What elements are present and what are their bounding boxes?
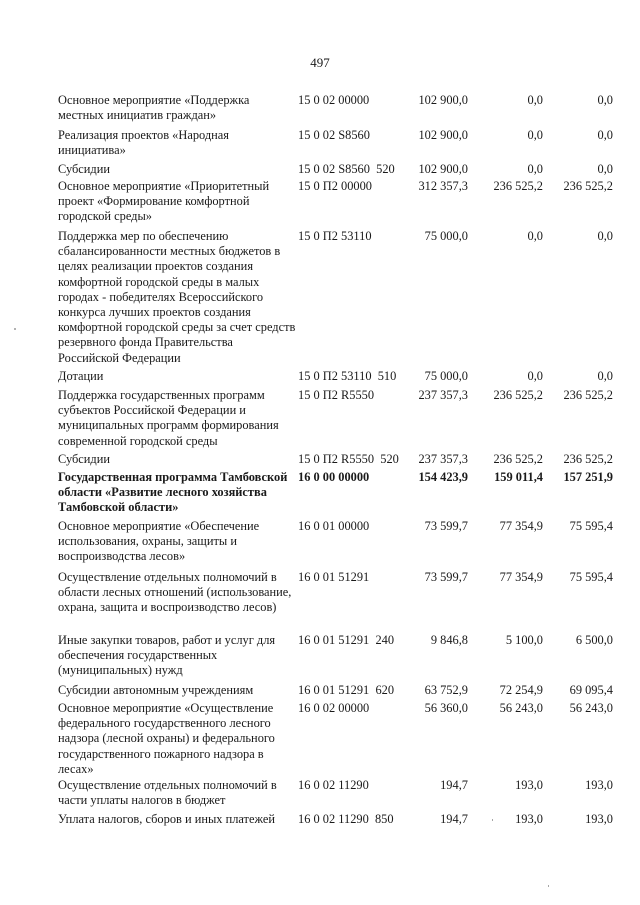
- row-value-3: 236 525,2: [563, 179, 613, 193]
- row-value-3: 56 243,0: [569, 701, 613, 715]
- row-value-3: 236 525,2: [563, 388, 613, 402]
- scan-speck: [14, 328, 16, 330]
- page-number: 497: [310, 55, 330, 70]
- row-value-1: 102 900,0: [418, 128, 468, 142]
- row-value-3: 193,0: [585, 778, 613, 792]
- row-value-3: 0,0: [597, 369, 613, 383]
- row-value-3: 193,0: [585, 812, 613, 826]
- row-value-3: 0,0: [597, 162, 613, 176]
- row-value-1: 154 423,9: [418, 470, 468, 484]
- row-value-3: 75 595,4: [569, 519, 613, 533]
- row-name: Реализация проектов «Народная инициатива»: [58, 128, 229, 158]
- scan-speck: [492, 819, 493, 821]
- row-value-2: 77 354,9: [499, 519, 543, 533]
- row-code: 15 0 02 S8560 520: [298, 162, 395, 176]
- row-value-1: 75 000,0: [424, 369, 468, 383]
- row-value-2: 5 100,0: [505, 633, 543, 647]
- row-value-1: 237 357,3: [418, 452, 468, 466]
- row-value-2: 0,0: [527, 229, 543, 243]
- row-code: 16 0 02 11290: [298, 778, 369, 792]
- row-code: 15 0 П2 53110 510: [298, 369, 397, 383]
- row-code: 16 0 02 11290 850: [298, 812, 394, 826]
- row-code: 16 0 01 51291: [298, 570, 370, 584]
- row-code: 16 0 02 00000: [298, 701, 370, 715]
- row-value-2: 159 011,4: [494, 470, 543, 484]
- row-value-1: 237 357,3: [418, 388, 468, 402]
- row-code: 15 0 П2 00000: [298, 179, 372, 193]
- row-value-1: 73 599,7: [424, 570, 468, 584]
- row-name: Дотации: [58, 369, 104, 383]
- row-value-1: 9 846,8: [430, 633, 468, 647]
- row-value-3: 69 095,4: [569, 683, 613, 697]
- row-name: Поддержка мер по обеспечению сбалансированности местных бюджетов в целях реализации проектов создания комфортной городской среды в малых городах - победителях Всероссийского конкурса лучших проектов создания комфортной городской среды за счет средств резервного фонда Правительства Российской Федерации: [58, 229, 296, 365]
- row-value-1: 63 752,9: [424, 683, 468, 697]
- row-value-3: 0,0: [597, 128, 613, 142]
- row-value-3: 0,0: [597, 229, 613, 243]
- row-value-2: 56 243,0: [499, 701, 543, 715]
- row-value-2: 236 525,2: [493, 179, 543, 193]
- row-code: 15 0 П2 R5550: [298, 388, 375, 402]
- row-value-2: 77 354,9: [499, 570, 543, 584]
- row-value-1: 194,7: [440, 778, 468, 792]
- row-value-3: 75 595,4: [569, 570, 613, 584]
- row-name: Уплата налогов, сборов и иных платежей: [58, 812, 276, 826]
- row-value-1: 73 599,7: [424, 519, 468, 533]
- row-name: Осуществление отдельных полномочий в части уплаты налогов в бюджет: [58, 778, 277, 808]
- row-value-3: 6 500,0: [575, 633, 613, 647]
- row-code: 16 0 01 51291 240: [298, 633, 395, 647]
- row-value-2: 236 525,2: [493, 388, 543, 402]
- row-value-2: 193,0: [515, 778, 543, 792]
- row-value-2: 72 254,9: [499, 683, 543, 697]
- row-value-2: 0,0: [527, 369, 543, 383]
- row-name: Субсидии автономным учреждениям: [58, 683, 254, 697]
- row-value-2: 236 525,2: [493, 452, 543, 466]
- row-value-1: 102 900,0: [418, 162, 468, 176]
- row-code: 15 0 П2 R5550 520: [298, 452, 399, 466]
- row-value-1: 102 900,0: [418, 93, 468, 107]
- row-name: Субсидии: [58, 452, 110, 466]
- row-name: Поддержка государственных программ субъектов Российской Федерации и муниципальных программ формирования современной городской среды: [58, 388, 279, 448]
- row-value-2: 193,0: [515, 812, 543, 826]
- row-name: Осуществление отдельных полномочий в области лесных отношений (использование, охрана, защита и воспроизводство лесов): [58, 570, 292, 615]
- row-name: Субсидии: [58, 162, 110, 176]
- row-value-1: 56 360,0: [424, 701, 468, 715]
- row-name: Государственная программа Тамбовской области «Развитие лесного хозяйства Тамбовской области»: [58, 470, 288, 515]
- row-value-1: 312 357,3: [418, 179, 468, 193]
- row-code: 15 0 П2 53110: [298, 229, 372, 243]
- row-name: Основное мероприятие «Приоритетный проект «Формирование комфортной городской среды»: [58, 179, 270, 224]
- row-name: Основное мероприятие «Осуществление федерального государственного лесного надзора (лесной охраны) и федерального государственного пожарного надзора в лесах»: [58, 701, 275, 776]
- row-value-3: 0,0: [597, 93, 613, 107]
- row-name: Иные закупки товаров, работ и услуг для обеспечения государственных (муниципальных) нужд: [58, 633, 276, 678]
- row-value-2: 0,0: [527, 93, 543, 107]
- row-code: 16 0 00 00000: [298, 470, 370, 484]
- row-value-2: 0,0: [527, 128, 543, 142]
- row-name: Основное мероприятие «Обеспечение использования, охраны, защиты и воспроизводства лесов»: [58, 519, 260, 564]
- row-value-2: 0,0: [527, 162, 543, 176]
- row-value-1: 75 000,0: [424, 229, 468, 243]
- row-name: Основное мероприятие «Поддержка местных инициатив граждан»: [58, 93, 250, 123]
- scan-speck: [548, 885, 549, 887]
- row-value-3: 157 251,9: [563, 470, 613, 484]
- row-code: 15 0 02 00000: [298, 93, 370, 107]
- row-code: 15 0 02 S8560: [298, 128, 370, 142]
- row-value-1: 194,7: [440, 812, 468, 826]
- row-value-3: 236 525,2: [563, 452, 613, 466]
- row-code: 16 0 01 00000: [298, 519, 370, 533]
- row-code: 16 0 01 51291 620: [298, 683, 395, 697]
